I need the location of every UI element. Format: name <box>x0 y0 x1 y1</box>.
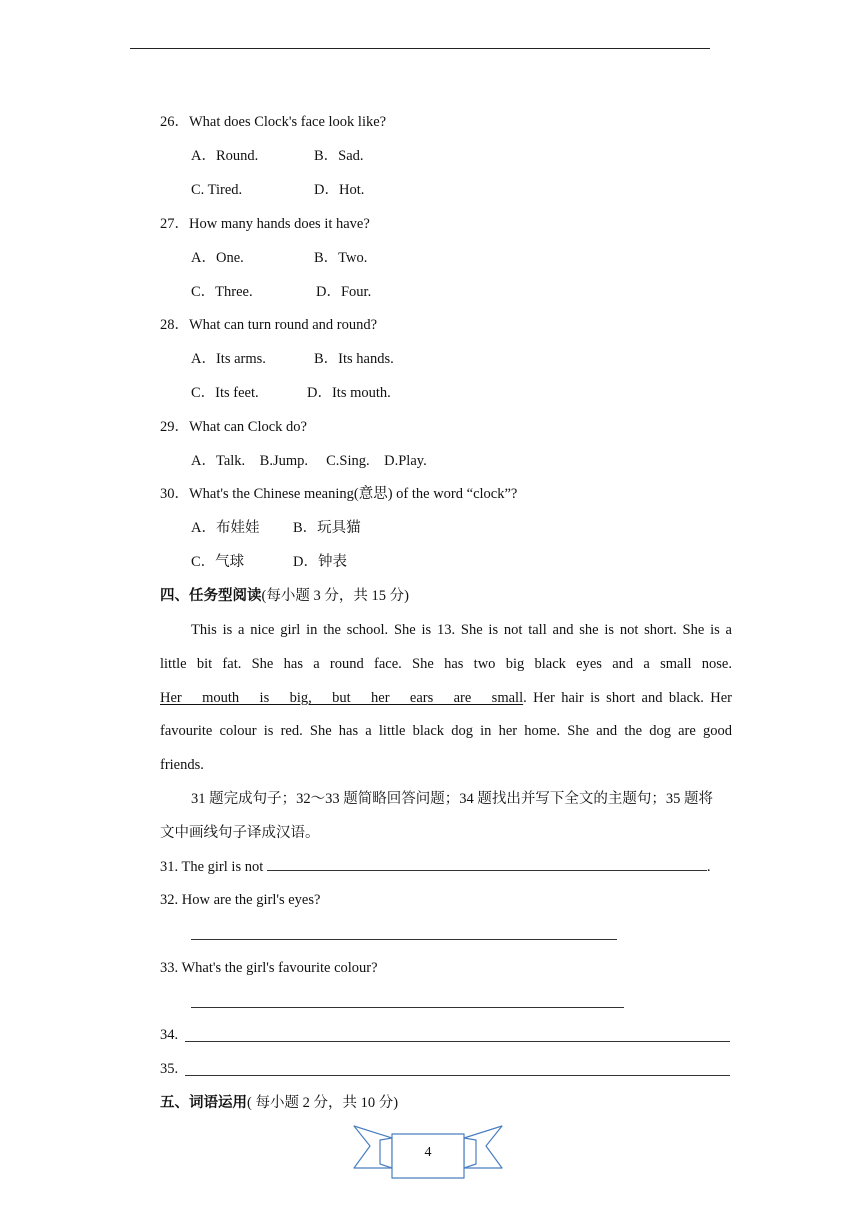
q28-option-a: A．Its arms. <box>191 351 266 367</box>
question-30: 30．What's the Chinese meaning(意思) of the word “clock”? <box>160 486 518 502</box>
q30-option-a: A．布娃娃 <box>191 520 260 536</box>
question-32: 32. How are the girl's eyes? <box>160 892 321 908</box>
section-5-title: 五、词语运用 <box>160 1095 247 1111</box>
q26-option-a: A．Round. <box>191 148 259 164</box>
q26-option-c: C. Tired. <box>191 182 243 198</box>
q29-options: A．Talk. B.Jump. C.Sing. D.Play. <box>191 453 427 469</box>
header-rule <box>130 48 710 49</box>
q26-option-b: B．Sad. <box>314 148 364 164</box>
question-35: 35. <box>160 1061 179 1077</box>
q30-option-c: C．气球 <box>191 554 245 570</box>
instructions-line-2: 文中画线句子译成汉语。 <box>160 825 320 841</box>
question-33: 33. What's the girl's favourite colour? <box>160 960 378 976</box>
question-31 <box>160 858 711 876</box>
passage-line-3 <box>160 689 732 707</box>
question-29: 29．What can Clock do? <box>160 419 307 435</box>
page-number: 4 <box>424 1145 432 1160</box>
q30-option-d: D．钟表 <box>293 554 347 570</box>
question-27: 27．How many hands does it have? <box>160 216 370 232</box>
q31-text: 31. The girl is not <box>160 859 264 875</box>
q28-option-c: C．Its feet. <box>191 385 259 401</box>
passage-line-3-rest: . Her hair is short and black. Her <box>523 690 732 706</box>
q28-option-b: B．Its hands. <box>314 351 394 367</box>
section-4-title: 四、任务型阅读 <box>160 588 262 604</box>
q26-option-d: D．Hot. <box>314 182 365 198</box>
q30-option-b: B．玩具猫 <box>293 520 361 536</box>
instructions-line-1: 31 题完成句子；32～33 题简略回答问题；34 题找出并写下全文的主题句；35 题将 <box>191 791 713 807</box>
question-28: 28．What can turn round and round? <box>160 317 378 333</box>
passage-line-2: little bit fat. She has a round face. She has two big black eyes and a small nose. <box>160 656 732 672</box>
q31-period: . <box>706 859 711 875</box>
q33-answer-line[interactable] <box>191 1007 624 1008</box>
passage-line-1: This is a nice girl in the school. She is 13. She is not tall and she is not short. She is a <box>191 622 732 638</box>
q27-option-d: D．Four. <box>316 284 372 300</box>
q35-answer-line[interactable] <box>185 1075 730 1076</box>
q27-option-c: C．Three. <box>191 284 253 300</box>
q31-answer-blank[interactable] <box>267 858 707 871</box>
q28-option-d: D．Its mouth. <box>307 385 391 401</box>
q34-answer-line[interactable] <box>185 1041 730 1042</box>
section-5-heading <box>160 1094 398 1112</box>
section-5-points: ( 每小题 2 分，共 10 分) <box>247 1095 399 1111</box>
q27-option-b: B．Two. <box>314 250 368 266</box>
question-26: 26．What does Clock's face look like? <box>160 114 387 130</box>
q32-answer-line[interactable] <box>191 939 617 940</box>
question-34: 34. <box>160 1027 179 1043</box>
page-number-ribbon <box>352 1124 504 1180</box>
q27-option-a: A．One. <box>191 250 244 266</box>
section-4-points: (每小题 3 分，共 15 分) <box>261 588 409 604</box>
section-4-heading <box>160 587 409 605</box>
passage-line-4: favourite colour is red. She has a little black dog in her home. She and the dog are good <box>160 723 732 739</box>
underlined-sentence: Her mouth is big, but her ears are small <box>160 690 524 706</box>
passage-line-5: friends. <box>160 757 204 773</box>
